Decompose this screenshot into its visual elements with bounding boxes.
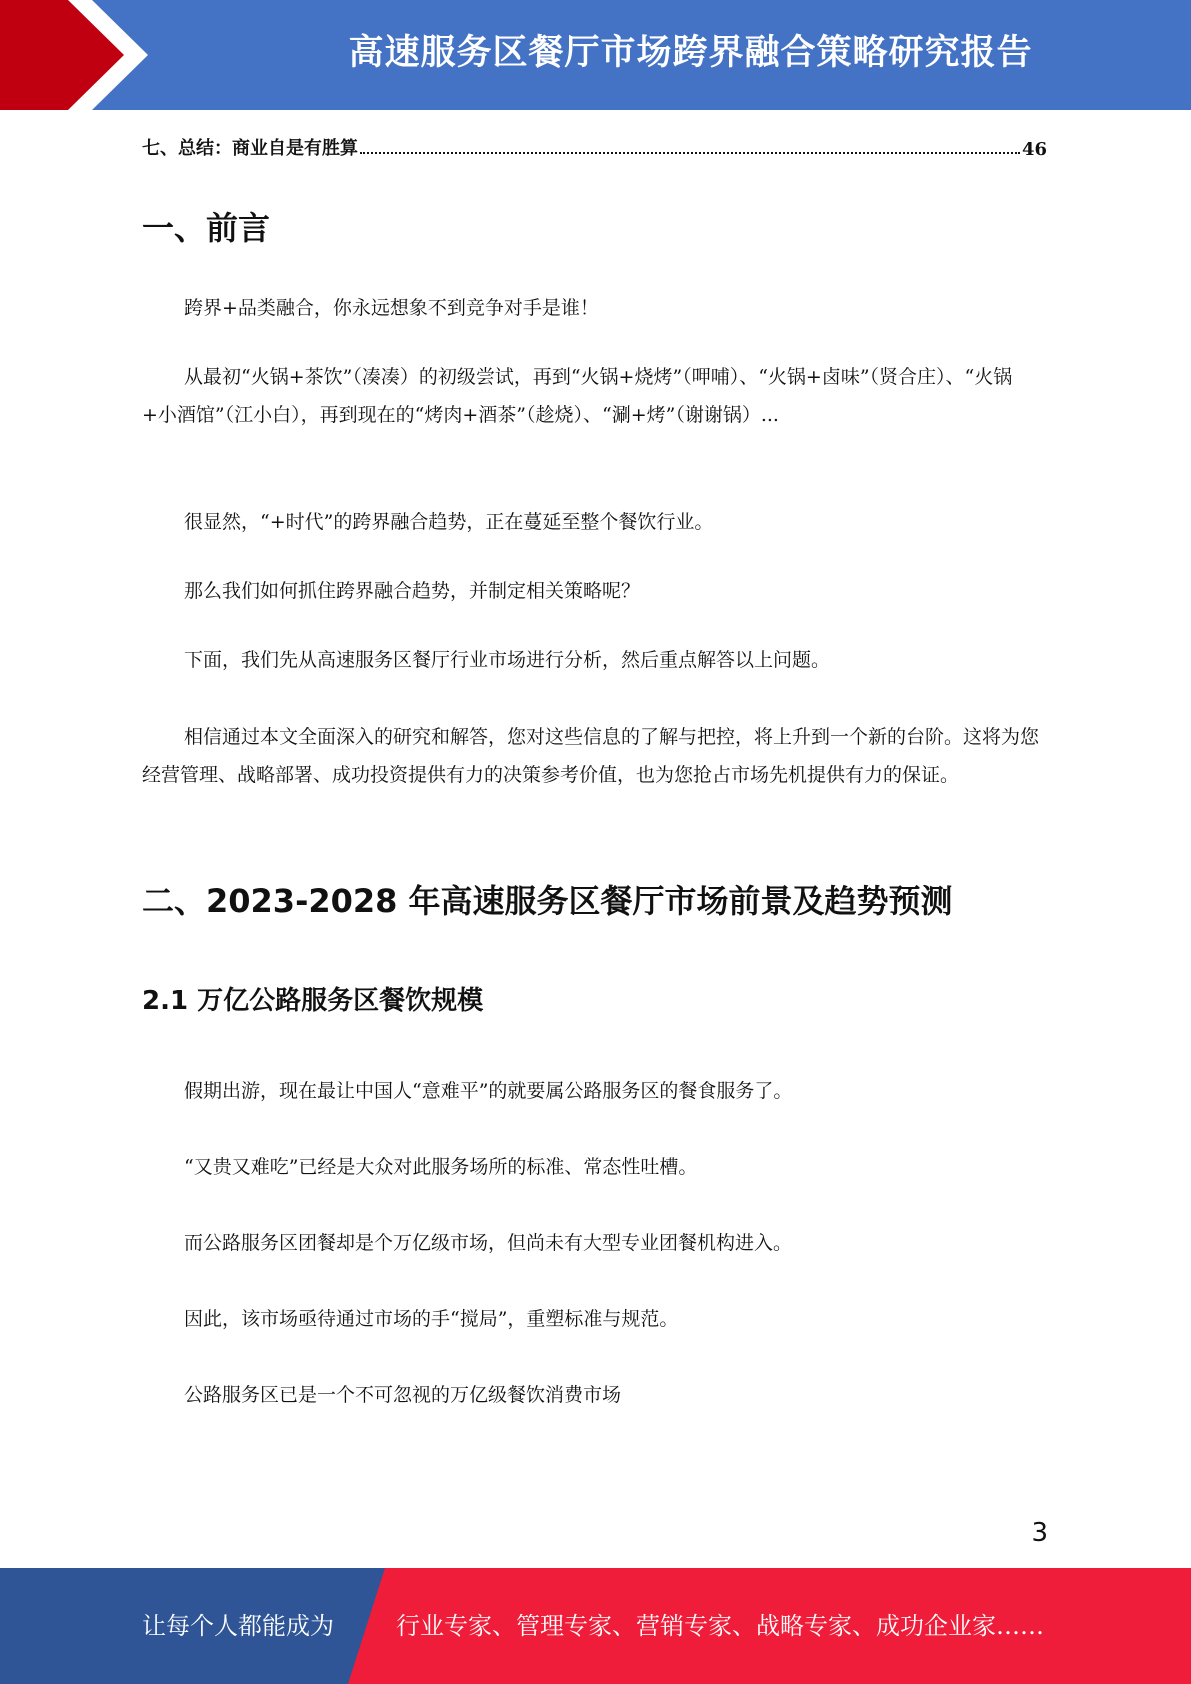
page-header — [0, 0, 1191, 110]
paragraph: 因此，该市场亟待通过市场的手“搅局”，重塑标准与规范。 — [184, 1308, 679, 1330]
header-title: 高速服务区餐厅市场跨界融合策略研究报告 — [348, 33, 1033, 73]
page-number: 3 — [1031, 1518, 1048, 1548]
paragraph: 跨界+品类融合，你永远想象不到竞争对手是谁！ — [184, 297, 599, 319]
paragraph: 公路服务区已是一个不可忽视的万亿级餐饮消费市场 — [184, 1384, 622, 1406]
toc-entry-page: 46 — [1021, 139, 1047, 160]
toc-entry[interactable] — [142, 128, 1047, 160]
footer-slogan-left: 让每个人都能成为 — [142, 1612, 334, 1640]
subsection-heading: 2.1 万亿公路服务区餐饮规模 — [142, 986, 484, 1016]
paragraph: 而公路服务区团餐却是个万亿级市场，但尚未有大型专业团餐机构进入。 — [184, 1232, 793, 1254]
paragraph: 假期出游，现在最让中国人“意难平”的就要属公路服务区的餐食服务了。 — [184, 1080, 793, 1102]
paragraph: 从最初“火锅+茶饮”（凑凑）的初级尝试，再到“火锅+烧烤”（呷哺）、“火锅+卤味”（贤合庄）、“火锅+小酒馆”（江小白），再到现在的“烤肉+酒茶”（趁烧）、“涮+烤”（谢谢锅）... — [142, 366, 1013, 426]
paragraph: 那么我们如何抓住跨界融合趋势，并制定相关策略呢？ — [184, 580, 641, 602]
page-footer — [0, 1568, 1191, 1684]
toc-entry-label: 七、总结：商业自是有胜算 — [142, 138, 358, 159]
section-heading-preface: 一、前言 — [142, 209, 271, 247]
paragraph: “又贵又难吃”已经是大众对此服务场所的标准、常态性吐槽。 — [184, 1156, 698, 1178]
toc-leader-dots — [360, 152, 1020, 154]
footer-slogan-right: 行业专家、管理专家、营销专家、战略专家、成功企业家…… — [396, 1612, 1044, 1640]
paragraph: 相信通过本文全面深入的研究和解答，您对这些信息的了解与把控，将上升到一个新的台阶。这将为您经营管理、战略部署、成功投资提供有力的决策参考价值，也为您抢占市场先机提供有力的保证。 — [142, 726, 1040, 786]
paragraph: 很显然，“+时代”的跨界融合趋势，正在蔓延至整个餐饮行业。 — [184, 511, 714, 533]
section-heading-forecast: 二、2023-2028 年高速服务区餐厅市场前景及趋势预测 — [142, 882, 953, 920]
paragraph: 下面，我们先从高速服务区餐厅行业市场进行分析，然后重点解答以上问题。 — [184, 649, 831, 671]
